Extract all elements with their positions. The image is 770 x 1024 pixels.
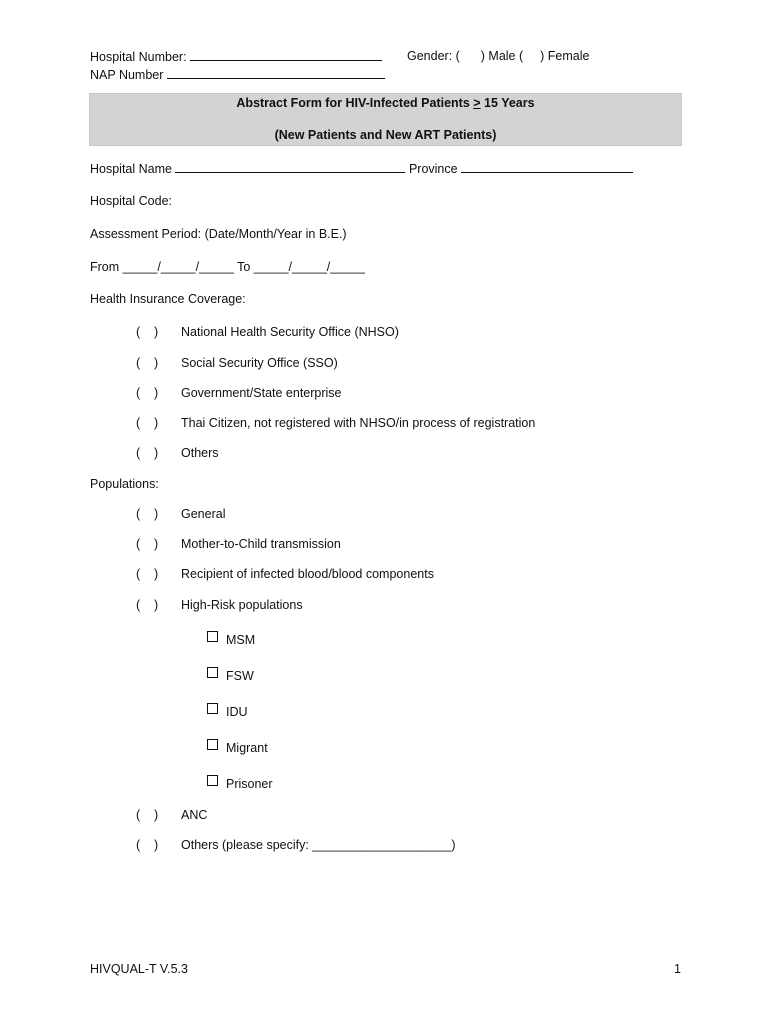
form-title-prefix: Abstract Form for HIV-Infected Patients [236,96,474,110]
gender-label: Gender: ( [407,49,460,63]
female-label: ) Female [540,49,590,63]
footer-version: HIVQUAL-T V.5.3 [90,962,188,976]
insurance-option-nhso-checkbox[interactable]: ( ) [136,325,159,339]
insurance-option-sso: Social Security Office (SSO) [181,356,338,370]
high-risk-msm-checkbox[interactable] [207,631,218,642]
insurance-option-government-checkbox[interactable]: ( ) [136,386,159,400]
population-mtct-checkbox[interactable]: ( ) [136,537,159,551]
high-risk-msm-label: MSM [226,633,256,647]
high-risk-idu-label: IDU [226,705,248,719]
population-blood-recipient-checkbox[interactable]: ( ) [136,567,159,581]
high-risk-prisoner-checkbox[interactable] [207,775,218,786]
population-others[interactable]: Others (please specify: ____________________) [181,838,456,852]
high-risk-migrant-checkbox[interactable] [207,739,218,750]
population-others-checkbox[interactable]: ( ) [136,838,159,852]
insurance-option-nhso: National Health Security Office (NHSO) [181,325,399,339]
insurance-option-thai-citizen: Thai Citizen, not registered with NHSO/in process of registration [181,416,536,430]
population-high-risk: High-Risk populations [181,598,303,612]
high-risk-prisoner-label: Prisoner [226,777,273,791]
province-input[interactable] [461,161,633,173]
hospital-name-field [90,161,633,176]
page-number: 1 [674,962,681,976]
form-title [90,96,681,110]
hospital-name-input[interactable] [175,161,405,173]
nap-number-label: NAP Number [90,68,164,82]
insurance-option-thai-citizen-checkbox[interactable]: ( ) [136,416,159,430]
hospital-code-label: Hospital Code: [90,194,172,208]
population-mtct: Mother-to-Child transmission [181,537,341,551]
insurance-option-others-checkbox[interactable]: ( ) [136,446,159,460]
insurance-label: Health Insurance Coverage: [90,292,246,306]
population-anc: ANC [181,808,208,822]
nap-number-input[interactable] [167,67,385,79]
populations-label: Populations: [90,477,159,491]
gender-field [407,49,589,63]
population-blood-recipient: Recipient of infected blood/blood components [181,567,434,581]
insurance-option-others: Others [181,446,219,460]
population-anc-checkbox[interactable]: ( ) [136,808,159,822]
hospital-number-field [90,49,382,64]
population-general: General [181,507,226,521]
nap-number-field [90,67,385,82]
assessment-period-dates[interactable]: From _____/_____/_____ To _____/_____/_____ [90,260,366,274]
title-band [89,93,682,146]
high-risk-idu-checkbox[interactable] [207,703,218,714]
population-high-risk-checkbox[interactable]: ( ) [136,598,159,612]
greater-equal-symbol: > [473,96,481,110]
hospital-number-input[interactable] [190,49,382,61]
insurance-option-sso-checkbox[interactable]: ( ) [136,356,159,370]
high-risk-migrant-label: Migrant [226,741,268,755]
high-risk-fsw-checkbox[interactable] [207,667,218,678]
male-label: ) Male ( [480,49,524,63]
form-subtitle: (New Patients and New ART Patients) [274,128,497,142]
insurance-option-government: Government/State enterprise [181,386,342,400]
hospital-number-label: Hospital Number: [90,50,187,64]
hospital-name-label: Hospital Name [90,162,172,176]
province-label: Province [408,162,458,176]
high-risk-fsw-label: FSW [226,669,254,683]
form-title-suffix: 15 Years [480,96,535,110]
assessment-period-label: Assessment Period: (Date/Month/Year in B.E.) [90,227,347,241]
population-general-checkbox[interactable]: ( ) [136,507,159,521]
